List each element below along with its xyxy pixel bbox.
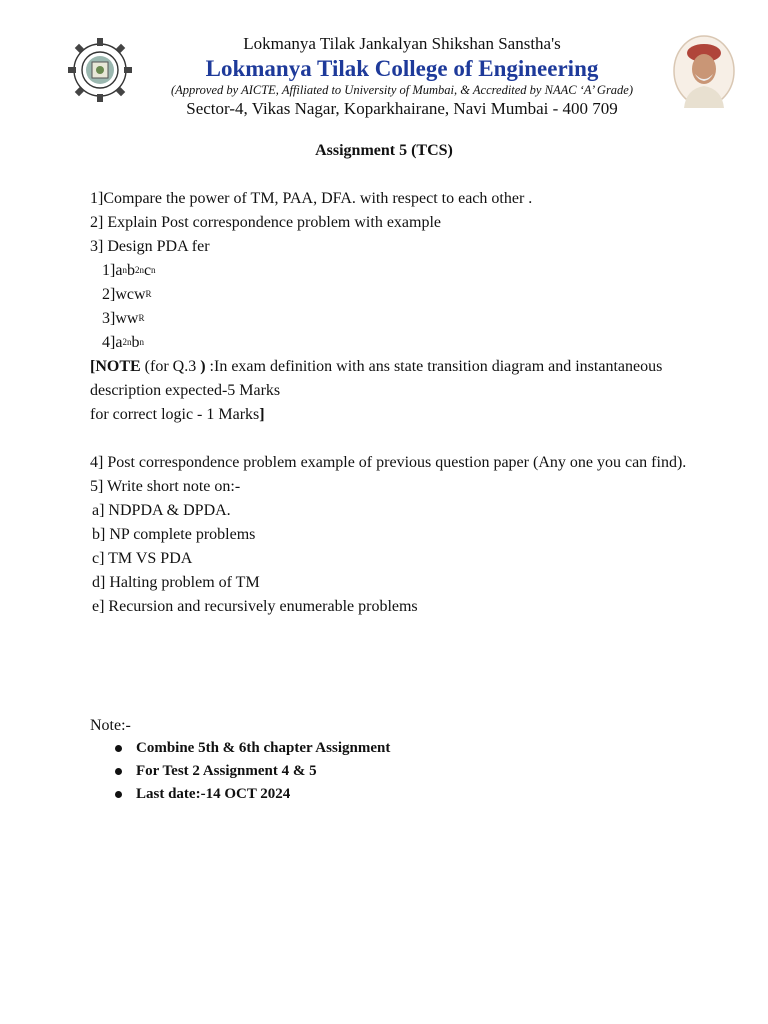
question-5-item: d] Halting problem of TM: [92, 574, 260, 591]
letterhead: [68, 32, 736, 122]
notes-heading: Note:-: [90, 717, 131, 734]
question-3-part-1: $1]a^nb^{2n}c^n$: [102, 262, 156, 279]
note-item: For Test 2 Assignment 4 & 5: [90, 760, 690, 783]
question-3-part-4: $4]a^{2n}b^n$: [102, 334, 144, 351]
question-2: 2] Explain Post correspondence problem with example: [90, 214, 442, 231]
question-3: 3] Design PDA fer: [90, 238, 210, 255]
college-address: Sector-4, Vikas Nagar, Koparkhairane, Navi Mumbai - 400 709: [186, 99, 618, 118]
assignment-questions: [90, 187, 690, 619]
approval-text: (Approved by AICTE, Affiliated to University of Mumbai, & Accredited by NAAC ‘A’ Grade): [170, 83, 634, 97]
question-5-item: e] Recursion and recursively enumerable problems: [92, 598, 418, 615]
trust-name: Lokmanya Tilak Jankalyan Shikshan Sanstha's: [243, 34, 561, 53]
question-5-item: c] TM VS PDA: [92, 550, 193, 567]
question-5-item: a] NDPDA & DPDA.: [92, 502, 231, 519]
note-item: Last date:-14 OCT 2024: [90, 783, 690, 806]
founder-portrait-icon: [672, 34, 736, 108]
college-emblem-icon: [68, 36, 132, 106]
notes-list: [90, 737, 690, 806]
question-4: 4] Post correspondence problem example of previous question paper (Any one you can find).: [90, 454, 687, 471]
question-3-part-2: 2]wcw$^R$: [102, 286, 152, 303]
question-3-note-cont: for correct logic - 1 Marks]: [90, 406, 265, 423]
question-5: 5] Write short note on:-: [90, 478, 241, 495]
college-name: Lokmanya Tilak College of Engineering: [205, 56, 599, 81]
question-3-note: [NOTE (for Q.3 ) :In exam definition with ans state transition diagram and instantaneous description expected-5 Marks: [90, 358, 663, 399]
notes-section: [90, 714, 690, 806]
assignment-title: Assignment 5 (TCS): [315, 142, 453, 159]
question-1: 1]Compare the power of TM, PAA, DFA. with respect to each other .: [90, 190, 533, 207]
question-5-item: b] NP complete problems: [92, 526, 256, 543]
question-3-part-3: $3]ww^R$: [102, 310, 145, 327]
note-item: Combine 5th & 6th chapter Assignment: [90, 737, 690, 760]
